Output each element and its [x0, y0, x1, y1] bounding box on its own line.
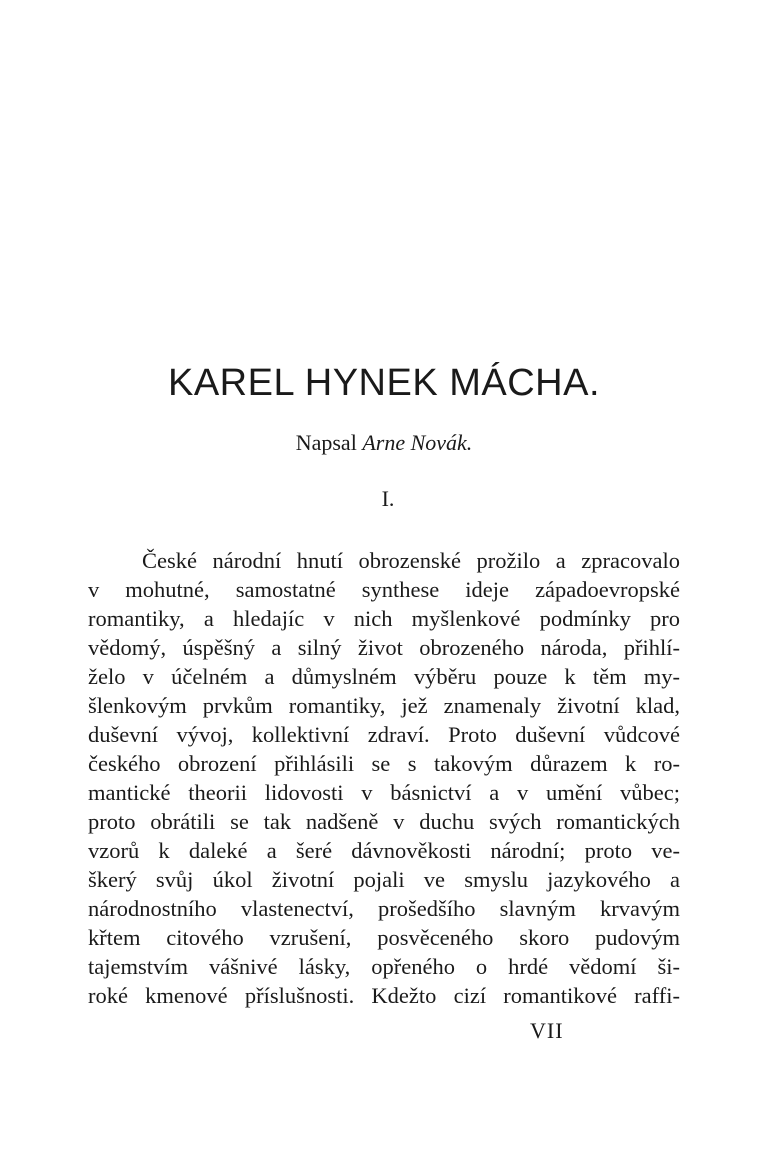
text-line: škerý svůj úkol životní pojali ve smyslu jazykového a	[88, 867, 680, 892]
text-line: proto obrátili se tak nadšeně v duchu svých romantických	[88, 809, 680, 834]
text-line: mantické theorii lidovosti v básnictví a v umění vůbec;	[88, 780, 680, 805]
text-line: romantiky, a hledajíc v nich myšlenkové podmínky pro	[88, 606, 680, 631]
text-line: želo v účelném a důmyslném výběru pouze k těm my-	[88, 664, 680, 689]
text-line: tajemstvím vášnivé lásky, opřeného o hrdé vědomí ši-	[88, 954, 680, 979]
byline-prefix: Napsal	[295, 430, 357, 455]
page-number: VII	[530, 1018, 564, 1043]
chapter-title: KAREL HYNEK MÁCHA.	[167, 362, 601, 404]
text-line: národnostního vlastenectví, prošedšího slavným krvavým	[88, 896, 680, 921]
text-line: vzorů k daleké a šeré dávnověkosti národní; proto ve-	[88, 838, 680, 863]
text-line: roké kmenové příslušnosti. Kdežto cizí romantikové raffi-	[88, 983, 680, 1008]
body-paragraph	[88, 546, 680, 1010]
byline	[0, 430, 768, 456]
text-line: českého obrození přihlásili se s takovým důrazem k ro-	[88, 751, 680, 776]
section-number: I.	[381, 486, 395, 511]
text-line: vědomý, úspěšný a silný život obrozeného národa, přihlí-	[88, 635, 680, 660]
text-line: duševní vývoj, kollektivní zdraví. Proto duševní vůdcové	[88, 722, 680, 747]
text-line: České národní hnutí obrozenské prožilo a zpracovalo	[142, 548, 680, 573]
text-line: v mohutné, samostatné synthese ideje západoevropské	[88, 577, 680, 602]
author-name: Arne Novák.	[362, 430, 473, 455]
text-line: křtem citového vzrušení, posvěceného skoro pudovým	[88, 925, 680, 950]
text-line: šlenkovým prvkům romantiky, jež znamenaly životní klad,	[88, 693, 680, 718]
